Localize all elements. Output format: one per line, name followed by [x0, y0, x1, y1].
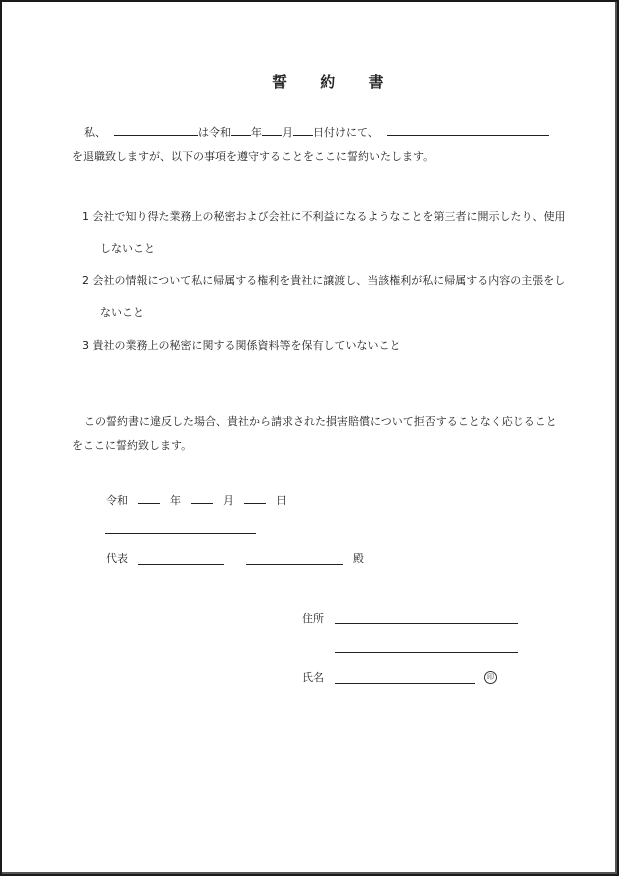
document-title: 誓 約 書 — [272, 73, 398, 91]
intro-gatsu: 月 — [282, 126, 293, 139]
intro-ha-reiwa: は令和 — [198, 126, 231, 139]
company-blank[interactable] — [387, 124, 549, 136]
item-2-line-1 — [82, 274, 565, 288]
item-1-text: 会社で知り得た業務上の秘密および会社に不利益になるようなことを第三者に開示したり、使用 — [92, 210, 566, 223]
name-label: 氏名 — [302, 671, 324, 684]
date-reiwa: 令和 — [106, 494, 128, 507]
closing-line-2: をここに誓約致します。 — [72, 439, 193, 452]
intro-line-1 — [84, 124, 549, 140]
address-line-1[interactable] — [335, 623, 518, 624]
rep-title-line[interactable] — [138, 564, 224, 565]
address-line-2[interactable] — [335, 652, 518, 653]
name-blank[interactable] — [114, 124, 198, 136]
item-1-line-1 — [82, 210, 566, 224]
rep-dono: 殿 — [353, 552, 364, 565]
date-gatsu: 月 — [223, 494, 234, 507]
intro-line-2: を退職致しますが、以下の事項を遵守することをここに誓約いたします。 — [72, 150, 435, 163]
rep-label: 代表 — [106, 552, 128, 565]
company-name-line[interactable] — [105, 533, 256, 534]
item-1-line-2: しないこと — [100, 242, 155, 255]
date-day-blank[interactable] — [244, 492, 266, 504]
intro-watashi: 私、 — [84, 126, 106, 139]
date-year-blank[interactable] — [138, 492, 160, 504]
item-2-text: 会社の情報について私に帰属する権利を貴社に譲渡し、当該権利が私に帰属する内容の主張をし — [92, 274, 566, 287]
item-3-text: 貴社の業務上の秘密に関する関係資料等を保有していないこと — [92, 339, 401, 352]
rep-name-line[interactable] — [246, 564, 343, 565]
signature-name-line[interactable] — [335, 683, 475, 684]
closing-line-1: この誓約書に違反した場合、貴社から請求された損害賠償について拒否することなく応じること — [84, 415, 557, 428]
date-nichi: 日 — [276, 494, 287, 507]
item-1-number: 1 — [82, 210, 89, 223]
item-3-line-1 — [82, 339, 401, 353]
day-blank[interactable] — [293, 124, 313, 136]
intro-hizuke: 日付けにて、 — [313, 126, 379, 139]
year-blank[interactable] — [231, 124, 251, 136]
seal-icon: 印 — [484, 671, 497, 684]
item-2-number: 2 — [82, 274, 89, 287]
date-nen: 年 — [170, 494, 181, 507]
item-3-number: 3 — [82, 339, 89, 352]
item-2-line-2: ないこと — [100, 306, 144, 319]
address-label: 住所 — [302, 612, 324, 625]
date-row — [106, 492, 287, 508]
intro-nen: 年 — [251, 126, 262, 139]
month-blank[interactable] — [262, 124, 282, 136]
seal-mark — [484, 670, 497, 684]
date-month-blank[interactable] — [191, 492, 213, 504]
